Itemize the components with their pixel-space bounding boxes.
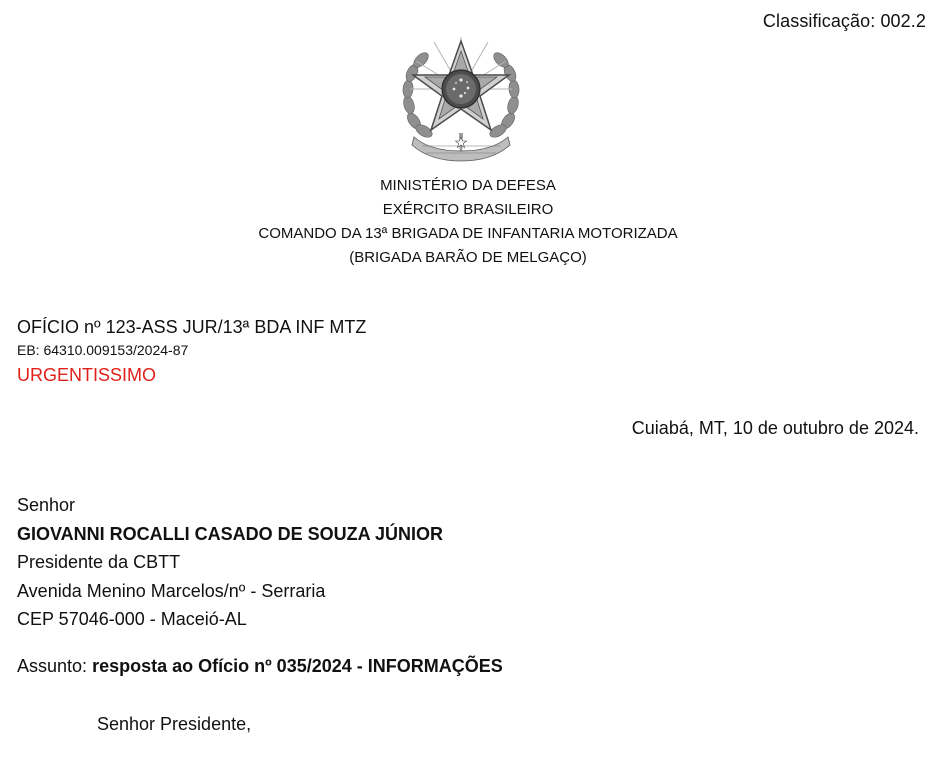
document-references — [17, 315, 366, 389]
subject-label: Assunto: — [17, 656, 88, 676]
salutation: Senhor Presidente, — [97, 714, 252, 734]
place-and-date: Cuiabá, MT, 10 de outubro de 2024. — [631, 418, 919, 438]
urgency-flag: URGENTISSIMO — [17, 365, 157, 385]
addressee-block — [17, 491, 443, 634]
header-army: EXÉRCITO BRASILEIRO — [382, 201, 554, 218]
eb-protocol-number: EB: 64310.009153/2024-87 — [17, 342, 189, 358]
subject-line — [17, 656, 503, 677]
header-ministry: MINISTÉRIO DA DEFESA — [380, 177, 556, 194]
brazil-coat-of-arms-icon — [400, 33, 522, 165]
oficio-number: OFÍCIO nº 123-ASS JUR/13ª BDA INF MTZ — [17, 317, 367, 337]
addressee-name: GIOVANNI ROCALLI CASADO DE SOUZA JÚNIOR — [17, 523, 444, 544]
institution-header — [0, 174, 936, 270]
addressee-address: Avenida Menino Marcelos/nº - Serraria — [17, 580, 326, 601]
subject-text: resposta ao Ofício nº 035/2024 - INFORMAÇÕES — [92, 656, 503, 676]
addressee-title: Presidente da CBTT — [17, 552, 181, 572]
addressee-greeting: Senhor — [17, 495, 76, 515]
classification-code: Classificação: 002.2 — [762, 11, 926, 31]
addressee-postal-code: CEP 57046-000 - Maceió-AL — [17, 609, 247, 629]
header-brigade-name: (BRIGADA BARÃO DE MELGAÇO) — [349, 249, 587, 266]
header-command: COMANDO DA 13ª BRIGADA DE INFANTARIA MOTORIZADA — [258, 225, 678, 242]
